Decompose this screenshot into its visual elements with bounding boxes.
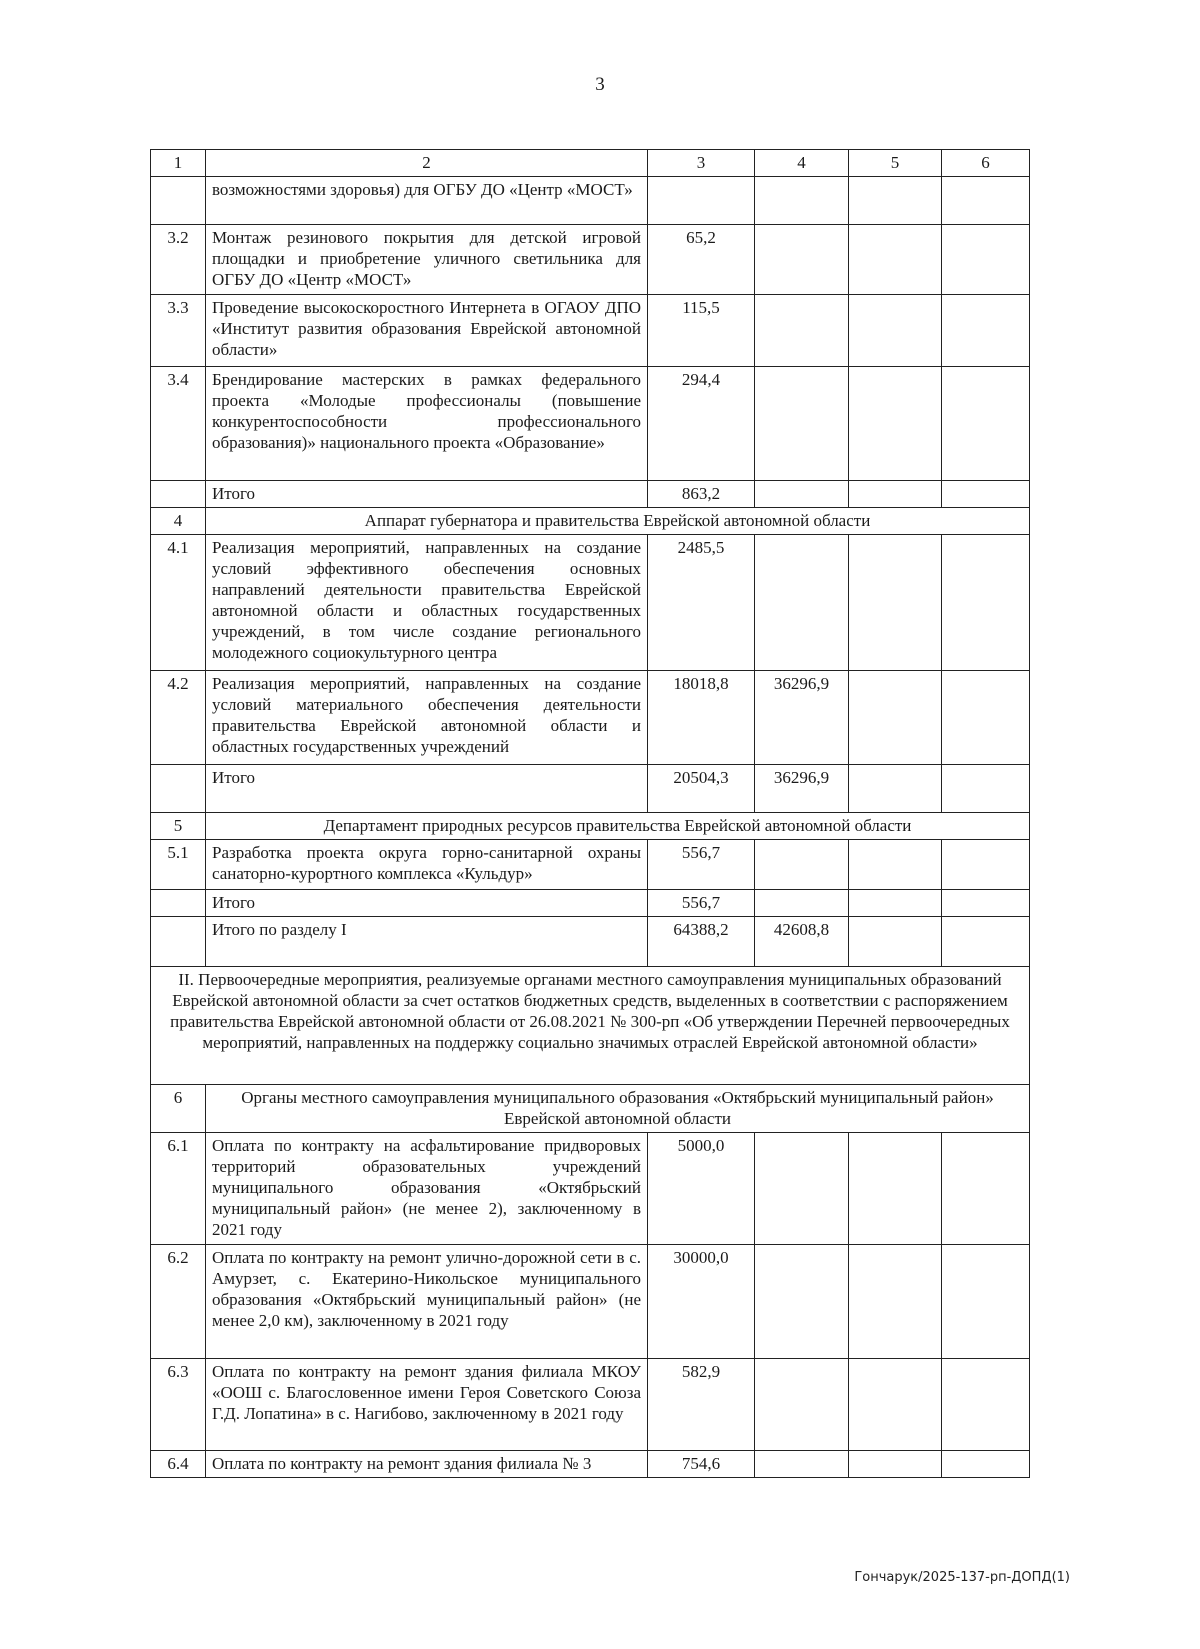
cell-col3: 294,4: [648, 367, 755, 481]
cell-col6: [942, 295, 1030, 367]
header-cell: 4: [755, 150, 849, 177]
cell-col4: [755, 1133, 849, 1245]
table-row: [151, 367, 1030, 481]
table-row: [151, 1133, 1030, 1245]
row-description: Итого: [206, 765, 648, 813]
row-description: возможностями здоровья) для ОГБУ ДО «Центр «МОСТ»: [206, 177, 648, 225]
row-description: Оплата по контракту на ремонт здания филиала МКОУ «ООШ с. Благословенное имени Героя Советского Союза Г.Д. Лопатина» в с. Нагибово, заключенному в 2021 году: [206, 1359, 648, 1451]
cell-col3: 64388,2: [648, 917, 755, 967]
cell-col4: [755, 367, 849, 481]
cell-col6: [942, 1245, 1030, 1359]
cell-col4: [755, 1245, 849, 1359]
section-total-row: [151, 917, 1030, 967]
cell-col5: [849, 890, 942, 917]
row-description: Проведение высокоскоростного Интернета в ОГАОУ ДПО «Институт развития образования Еврейской автономной области»: [206, 295, 648, 367]
table-row: [151, 1359, 1030, 1451]
header-cell: 6: [942, 150, 1030, 177]
cell-col5: [849, 481, 942, 508]
cell-col5: [849, 1245, 942, 1359]
cell-col4: [755, 295, 849, 367]
cell-col3: 20504,3: [648, 765, 755, 813]
row-number: 3.4: [151, 367, 206, 481]
budget-table: [150, 149, 1030, 1478]
cell-col3: 18018,8: [648, 671, 755, 765]
cell-col5: [849, 917, 942, 967]
cell-col6: [942, 1133, 1030, 1245]
row-description: Итого по разделу I: [206, 917, 648, 967]
cell-col6: [942, 367, 1030, 481]
table-row: [151, 671, 1030, 765]
cell-col3: 2485,5: [648, 535, 755, 671]
cell-col6: [942, 481, 1030, 508]
row-description: Оплата по контракту на ремонт здания филиала № 3: [206, 1451, 648, 1478]
cell-col4: 42608,8: [755, 917, 849, 967]
cell-col5: [849, 177, 942, 225]
page-number: 3: [595, 74, 605, 95]
table-row: [151, 535, 1030, 671]
section-row: [151, 813, 1030, 840]
section-number: 6: [151, 1085, 206, 1133]
subtotal-row: [151, 890, 1030, 917]
row-number: 4.1: [151, 535, 206, 671]
row-number: 6.2: [151, 1245, 206, 1359]
table-row: [151, 840, 1030, 890]
row-number: 6.3: [151, 1359, 206, 1451]
row-number: [151, 890, 206, 917]
row-number: 4.2: [151, 671, 206, 765]
cell-col3: [648, 177, 755, 225]
cell-col6: [942, 917, 1030, 967]
row-description: Оплата по контракту на асфальтирование придворовых территорий образовательных учреждений муниципального образования «Октябрьский муниципальный район» (не менее 2), заключенному в 2021 году: [206, 1133, 648, 1245]
cell-col5: [849, 671, 942, 765]
section-number: 4: [151, 508, 206, 535]
part-heading-row: [151, 967, 1030, 1085]
row-number: 5.1: [151, 840, 206, 890]
cell-col6: [942, 225, 1030, 295]
table-row: [151, 1245, 1030, 1359]
cell-col3: 30000,0: [648, 1245, 755, 1359]
header-cell: 3: [648, 150, 755, 177]
cell-col5: [849, 225, 942, 295]
section-number: 5: [151, 813, 206, 840]
cell-col3: 5000,0: [648, 1133, 755, 1245]
cell-col4: [755, 481, 849, 508]
cell-col4: [755, 890, 849, 917]
row-description: Итого: [206, 481, 648, 508]
table-row: [151, 225, 1030, 295]
row-number: 3.3: [151, 295, 206, 367]
cell-col4: [755, 177, 849, 225]
cell-col5: [849, 1451, 942, 1478]
section-title: Департамент природных ресурсов правительства Еврейской автономной области: [206, 813, 1030, 840]
row-number: 6.1: [151, 1133, 206, 1245]
cell-col4: [755, 1451, 849, 1478]
row-description: Реализация мероприятий, направленных на создание условий материального обеспечения деятельности правительства Еврейской автономной области и областных государственных учреждений: [206, 671, 648, 765]
row-number: 6.4: [151, 1451, 206, 1478]
cell-col5: [849, 1133, 942, 1245]
cell-col5: [849, 295, 942, 367]
section-row: [151, 1085, 1030, 1133]
cell-col4: [755, 535, 849, 671]
cell-col4: 36296,9: [755, 671, 849, 765]
cell-col4: 36296,9: [755, 765, 849, 813]
section-row: [151, 508, 1030, 535]
cell-col6: [942, 890, 1030, 917]
cell-col5: [849, 765, 942, 813]
row-number: [151, 177, 206, 225]
part-2-title: II. Первоочередные мероприятия, реализуемые органами местного самоуправления муниципальных образований Еврейской автономной области за счет остатков бюджетных средств, выделенных в соответствии с распоряжением правительства Еврейской автономной области от 26.08.2021 № 300-рп «Об утверждении Перечней первоочередных мероприятий, направленных на поддержку социально значимых отраслей Еврейской автономной области»: [151, 967, 1030, 1085]
cell-col3: 556,7: [648, 890, 755, 917]
cell-col5: [849, 367, 942, 481]
cell-col6: [942, 671, 1030, 765]
table-row: [151, 295, 1030, 367]
row-description: Итого: [206, 890, 648, 917]
header-cell: 1: [151, 150, 206, 177]
row-description: Брендирование мастерских в рамках федерального проекта «Молодые профессионалы (повышение конкурентоспособности профессионального образования)» национального проекта «Образование»: [206, 367, 648, 481]
cell-col5: [849, 840, 942, 890]
cell-col3: 115,5: [648, 295, 755, 367]
table-row: [151, 177, 1030, 225]
cell-col3: 754,6: [648, 1451, 755, 1478]
row-description: Реализация мероприятий, направленных на создание условий эффективного обеспечения основных направлений деятельности правительства Еврейской автономной области и областных государственных учреждений, в том числе создание регионального молодежного социокультурного центра: [206, 535, 648, 671]
cell-col4: [755, 1359, 849, 1451]
cell-col6: [942, 1451, 1030, 1478]
cell-col5: [849, 1359, 942, 1451]
row-number: [151, 481, 206, 508]
cell-col6: [942, 765, 1030, 813]
subtotal-row: [151, 481, 1030, 508]
row-number: 3.2: [151, 225, 206, 295]
cell-col3: 582,9: [648, 1359, 755, 1451]
cell-col6: [942, 840, 1030, 890]
document-code: Гончарук/2025-137-рп-ДОПД(1): [854, 1570, 1070, 1585]
cell-col6: [942, 177, 1030, 225]
cell-col6: [942, 535, 1030, 671]
cell-col3: 65,2: [648, 225, 755, 295]
cell-col6: [942, 1359, 1030, 1451]
row-number: [151, 917, 206, 967]
row-description: Оплата по контракту на ремонт улично-дорожной сети в с. Амурзет, с. Екатерино-Никольское муниципального образования «Октябрьский муниципальный район» (не менее 2,0 км), заключенному в 2021 году: [206, 1245, 648, 1359]
cell-col4: [755, 225, 849, 295]
cell-col4: [755, 840, 849, 890]
section-title: Аппарат губернатора и правительства Еврейской автономной области: [206, 508, 1030, 535]
row-description: Разработка проекта округа горно-санитарной охраны санаторно-курортного комплекса «Кульдур»: [206, 840, 648, 890]
section-title: Органы местного самоуправления муниципального образования «Октябрьский муниципальный район» Еврейской автономной области: [206, 1085, 1030, 1133]
header-cell: 5: [849, 150, 942, 177]
header-cell: 2: [206, 150, 648, 177]
cell-col3: 556,7: [648, 840, 755, 890]
row-description: Монтаж резинового покрытия для детской игровой площадки и приобретение уличного светильника для ОГБУ ДО «Центр «МОСТ»: [206, 225, 648, 295]
table-row: [151, 1451, 1030, 1478]
cell-col3: 863,2: [648, 481, 755, 508]
subtotal-row: [151, 765, 1030, 813]
table-header-row: [151, 150, 1030, 177]
cell-col5: [849, 535, 942, 671]
row-number: [151, 765, 206, 813]
